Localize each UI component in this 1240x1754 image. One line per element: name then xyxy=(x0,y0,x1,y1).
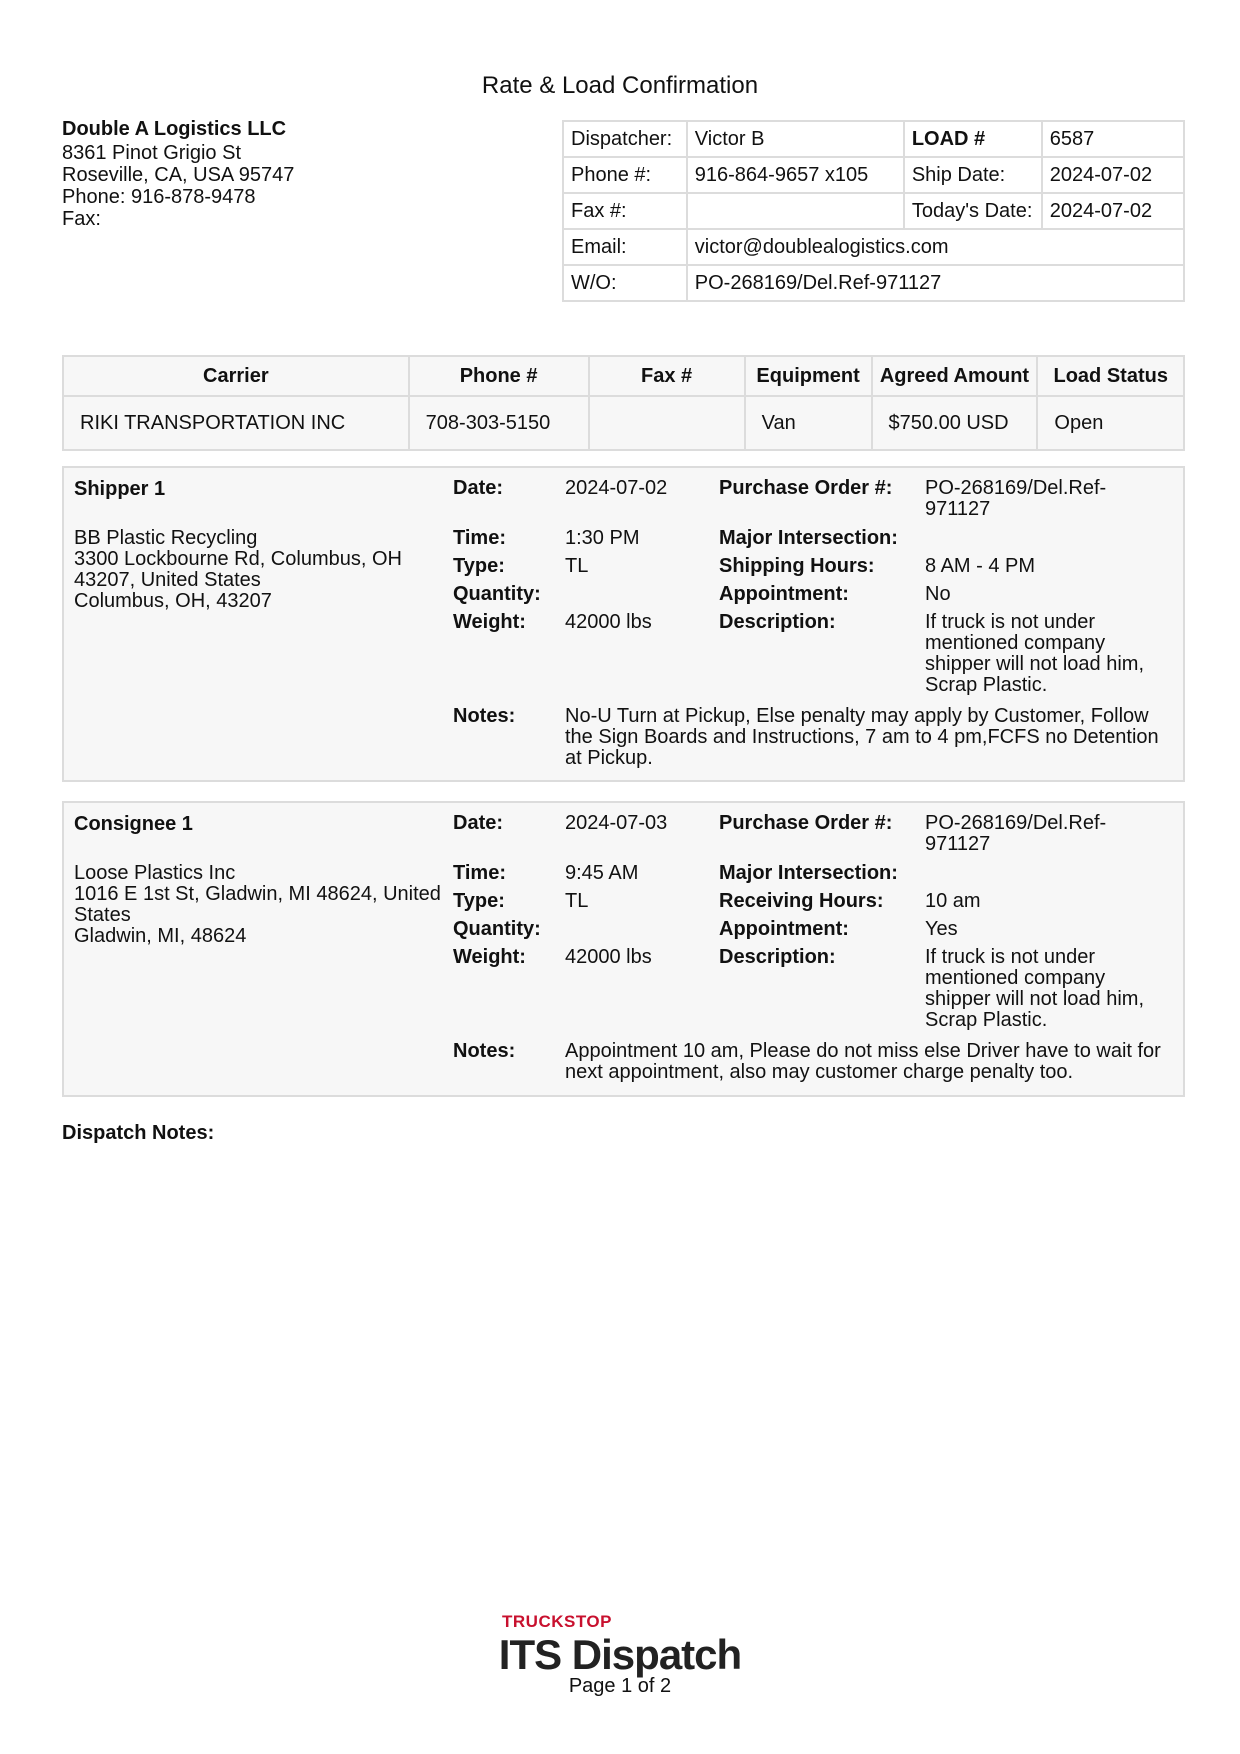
today-date-label: Today's Date: xyxy=(904,193,1042,229)
fax-header: Fax # xyxy=(589,356,745,396)
carrier-phone: 708-303-5150 xyxy=(409,396,589,450)
shipper-appointment-label: Appointment: xyxy=(719,583,849,605)
load-value: 6587 xyxy=(1042,121,1184,157)
shipper-address-line: Columbus, OH, 43207 xyxy=(74,590,272,612)
agreed-amount-header: Agreed Amount xyxy=(872,356,1038,396)
consignee-notes xyxy=(565,1041,1161,1083)
email-value[interactable]: victor@doublealogistics.com xyxy=(687,229,1184,265)
shipper-hours: 8 AM - 4 PM xyxy=(925,555,1036,577)
dispatch-notes-label: Dispatch Notes: xyxy=(62,1122,215,1144)
shipper-address-line: 3300 Lockbourne Rd, Columbus, OH xyxy=(74,548,402,570)
consignee-time: 9:45 AM xyxy=(565,862,639,884)
ship-date-value: 2024-07-02 xyxy=(1042,157,1184,193)
wo-label: W/O: xyxy=(563,265,687,301)
shipper-weight-label: Weight: xyxy=(453,611,526,633)
shipper-time: 1:30 PM xyxy=(565,527,640,549)
consignee-type: TL xyxy=(565,890,589,912)
shipper-quantity-label: Quantity: xyxy=(453,583,541,605)
shipper-type-label: Type: xyxy=(453,555,505,577)
consignee-heading: Consignee 1 xyxy=(74,813,193,835)
page-title: Rate & Load Confirmation xyxy=(481,72,759,99)
company-street: 8361 Pinot Grigio St xyxy=(62,142,241,164)
shipper-heading: Shipper 1 xyxy=(74,478,166,500)
notes-line: Appointment 10 am, Please do not miss else Driver have to wait for xyxy=(565,1040,1161,1062)
consignee-po-line: 971127 xyxy=(925,833,991,855)
shipper-date: 2024-07-02 xyxy=(565,477,668,499)
ship-date-label: Ship Date: xyxy=(904,157,1042,193)
shipper-address xyxy=(74,528,454,612)
consignee-weight-label: Weight: xyxy=(453,946,526,968)
description-line: If truck is not under xyxy=(925,946,1096,968)
shipper-description-label: Description: xyxy=(719,611,836,633)
notes-line: No-U Turn at Pickup, Else penalty may apply by Customer, Follow xyxy=(565,705,1149,727)
company-phone: Phone: 916-878-9478 xyxy=(62,186,256,208)
carrier-amount: $750.00 USD xyxy=(872,396,1038,450)
shipper-description xyxy=(925,612,1144,696)
carrier-equipment: Van xyxy=(745,396,872,450)
company-fax: Fax: xyxy=(62,208,101,230)
consignee-address-line: Gladwin, MI, 48624 xyxy=(74,925,247,947)
consignee-appointment-label: Appointment: xyxy=(719,918,849,940)
phone-value: 916-864-9657 x105 xyxy=(687,157,904,193)
company-block xyxy=(62,118,294,230)
carrier-table xyxy=(62,355,1185,451)
consignee-address xyxy=(74,863,454,947)
consignee-date: 2024-07-03 xyxy=(565,812,668,834)
email-label: Email: xyxy=(563,229,687,265)
shipper-weight: 42000 lbs xyxy=(565,611,652,633)
carrier-status: Open xyxy=(1037,396,1184,450)
load-status-header: Load Status xyxy=(1037,356,1184,396)
phone-header: Phone # xyxy=(409,356,589,396)
description-line: mentioned company xyxy=(925,632,1106,654)
page-number: Page 1 of 2 xyxy=(568,1675,672,1697)
consignee-block xyxy=(62,801,1185,1097)
consignee-description xyxy=(925,947,1144,1031)
consignee-po-label: Purchase Order #: xyxy=(719,812,893,834)
shipper-notes-label: Notes: xyxy=(453,705,516,727)
carrier-fax xyxy=(589,396,745,450)
consignee-po xyxy=(925,813,1106,855)
consignee-po-line: PO-268169/Del.Ref- xyxy=(925,812,1107,834)
notes-line: next appointment, also may customer charge penalty too. xyxy=(565,1061,1074,1083)
shipper-po xyxy=(925,478,1106,520)
carrier-name: RIKI TRANSPORTATION INC xyxy=(63,396,409,450)
phone-label: Phone #: xyxy=(563,157,687,193)
its-dispatch-wordmark: ITS Dispatch xyxy=(498,1631,742,1678)
consignee-address-line: States xyxy=(74,904,131,926)
shipper-intersection-label: Major Intersection: xyxy=(719,527,898,549)
shipper-notes xyxy=(565,706,1159,769)
shipper-hours-label: Shipping Hours: xyxy=(719,555,875,577)
notes-line: the Sign Boards and Instructions, 7 am to 4 pm,FCFS no Detention xyxy=(565,726,1159,748)
shipper-block xyxy=(62,466,1185,782)
consignee-intersection-label: Major Intersection: xyxy=(719,862,898,884)
shipper-appointment: No xyxy=(925,583,951,605)
consignee-address-line: 1016 E 1st St, Gladwin, MI 48624, United xyxy=(74,883,441,905)
consignee-hours-label: Receiving Hours: xyxy=(719,890,884,912)
consignee-notes-label: Notes: xyxy=(453,1040,516,1062)
notes-line: at Pickup. xyxy=(565,747,653,769)
description-line: Scrap Plastic. xyxy=(925,1009,1048,1031)
carrier-header: Carrier xyxy=(63,356,409,396)
dispatcher-value: Victor B xyxy=(687,121,904,157)
shipper-po-line: PO-268169/Del.Ref- xyxy=(925,477,1107,499)
description-line: Scrap Plastic. xyxy=(925,674,1048,696)
shipper-po-label: Purchase Order #: xyxy=(719,477,893,499)
consignee-type-label: Type: xyxy=(453,890,505,912)
fax-label: Fax #: xyxy=(563,193,687,229)
equipment-header: Equipment xyxy=(745,356,872,396)
description-line: If truck is not under xyxy=(925,611,1096,633)
dispatch-info-table xyxy=(562,120,1185,302)
consignee-description-label: Description: xyxy=(719,946,836,968)
shipper-po-line: 971127 xyxy=(925,498,991,520)
consignee-time-label: Time: xyxy=(453,862,506,884)
consignee-weight: 42000 lbs xyxy=(565,946,652,968)
consignee-date-label: Date: xyxy=(453,812,504,834)
shipper-time-label: Time: xyxy=(453,527,506,549)
fax-value xyxy=(687,193,904,229)
consignee-quantity-label: Quantity: xyxy=(453,918,541,940)
company-name: Double A Logistics LLC xyxy=(62,118,287,140)
today-date-value: 2024-07-02 xyxy=(1042,193,1184,229)
wo-value: PO-268169/Del.Ref-971127 xyxy=(687,265,1184,301)
consignee-appointment: Yes xyxy=(925,918,958,940)
shipper-type: TL xyxy=(565,555,589,577)
carrier-row xyxy=(63,396,1184,450)
dispatcher-label: Dispatcher: xyxy=(563,121,687,157)
shipper-date-label: Date: xyxy=(453,477,504,499)
description-line: mentioned company xyxy=(925,967,1106,989)
description-line: shipper will not load him, xyxy=(925,653,1144,675)
consignee-hours: 10 am xyxy=(925,890,981,912)
consignee-address-line: Loose Plastics Inc xyxy=(74,862,236,884)
shipper-address-line: BB Plastic Recycling xyxy=(74,527,258,549)
load-label: LOAD # xyxy=(904,121,1042,157)
truckstop-wordmark: TRUCKSTOP xyxy=(502,1612,612,1631)
description-line: shipper will not load him, xyxy=(925,988,1144,1010)
company-city: Roseville, CA, USA 95747 xyxy=(62,164,295,186)
its-dispatch-logo xyxy=(0,1610,1240,1677)
shipper-address-line: 43207, United States xyxy=(74,569,261,591)
